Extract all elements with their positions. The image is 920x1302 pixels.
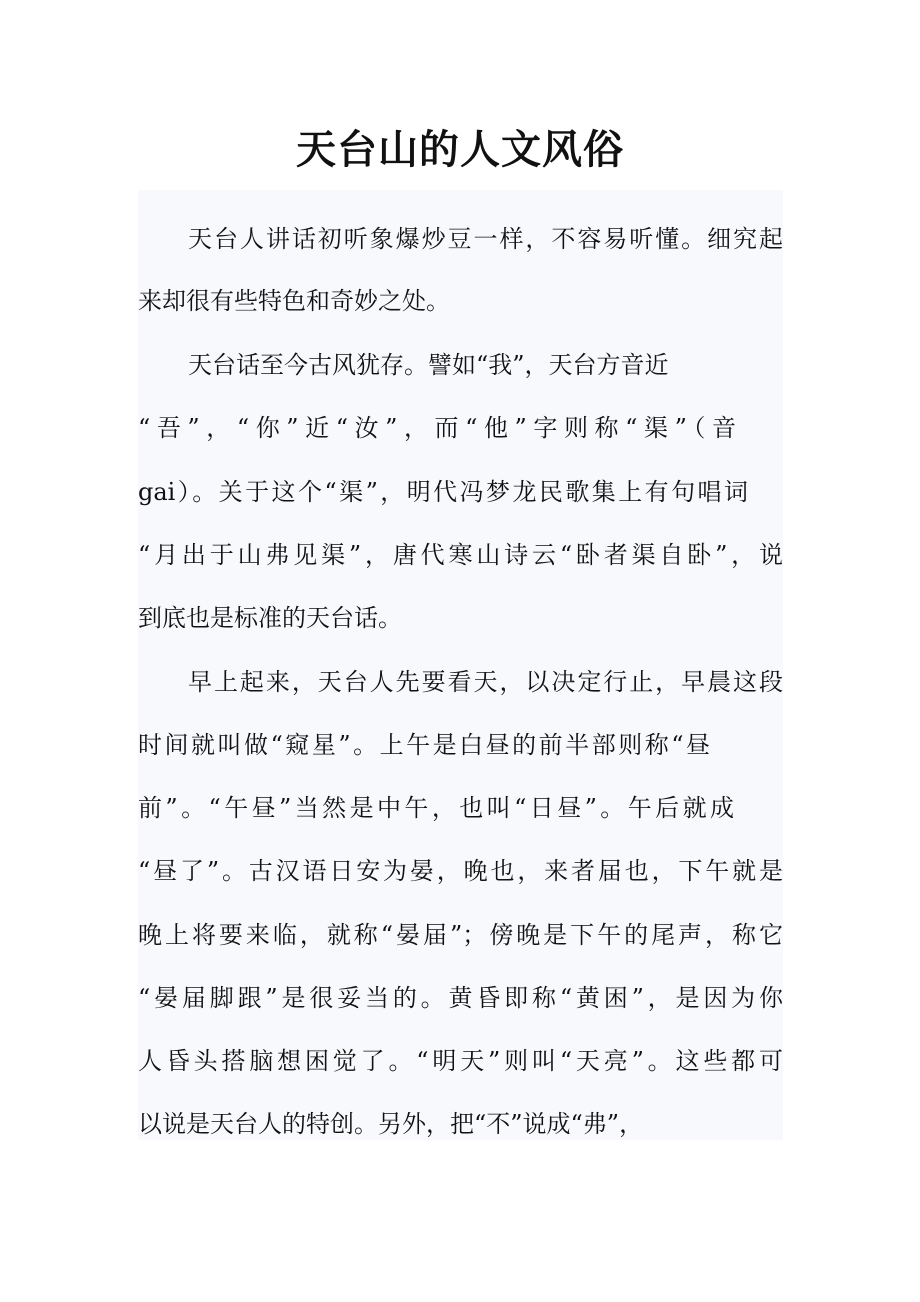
paragraph-1-line-1: 天台人讲话初听象爆炒豆一样，不容易听懂。细究起 bbox=[188, 225, 783, 253]
paragraph-2-line-5: 到底也是标准的天台话。 bbox=[138, 604, 402, 632]
paragraph-3-line-5: 晚上将要来临，就称“晏届”；傍晚是下午的尾声，称它 bbox=[138, 921, 783, 949]
paragraph-2-line-3: gai）。关于这个“渠”，明代冯梦龙民歌集上有句唱词 bbox=[138, 478, 748, 506]
paragraph-3-line-2: 时间就叫做“窥星”。上午是白昼的前半部则称“昼 bbox=[138, 731, 710, 759]
paragraph-2-line-1: 天台话至今古风犹存。譬如“我”，天台方音近 bbox=[188, 351, 669, 379]
body-text bbox=[138, 190, 783, 1140]
paragraph-3-line-1: 早上起来，天台人先要看天，以决定行止，早晨这段 bbox=[188, 668, 783, 696]
paragraph-2-line-2: “吾”，“你”近“汝”，而“他”字则称“渠”（音 bbox=[138, 414, 736, 442]
document-title: 天台山的人文风俗 bbox=[296, 127, 624, 173]
paragraph-1-line-2: 来却很有些特色和奇妙之处。 bbox=[138, 287, 450, 315]
paragraph-2-line-4: “月出于山弗见渠”，唐代寒山诗云“卧者渠自卧”，说 bbox=[138, 541, 783, 569]
paragraph-3-line-7: 人昏头搭脑想困觉了。“明天”则叫“天亮”。这些都可 bbox=[138, 1047, 783, 1075]
paragraph-3-line-4: “昼了”。古汉语日安为晏，晚也，来者届也，下午就是 bbox=[138, 857, 783, 885]
paragraph-3-line-8: 以说是天台人的特创。另外，把“不”说成“弗”， bbox=[138, 1110, 644, 1138]
paragraph-3-line-6: “晏届脚跟”是很妥当的。黄昏即称“黄困”，是因为你 bbox=[138, 984, 783, 1012]
paragraph-3-line-3: 前”。“午昼”当然是中午，也叫“日昼”。午后就成 bbox=[138, 794, 734, 822]
